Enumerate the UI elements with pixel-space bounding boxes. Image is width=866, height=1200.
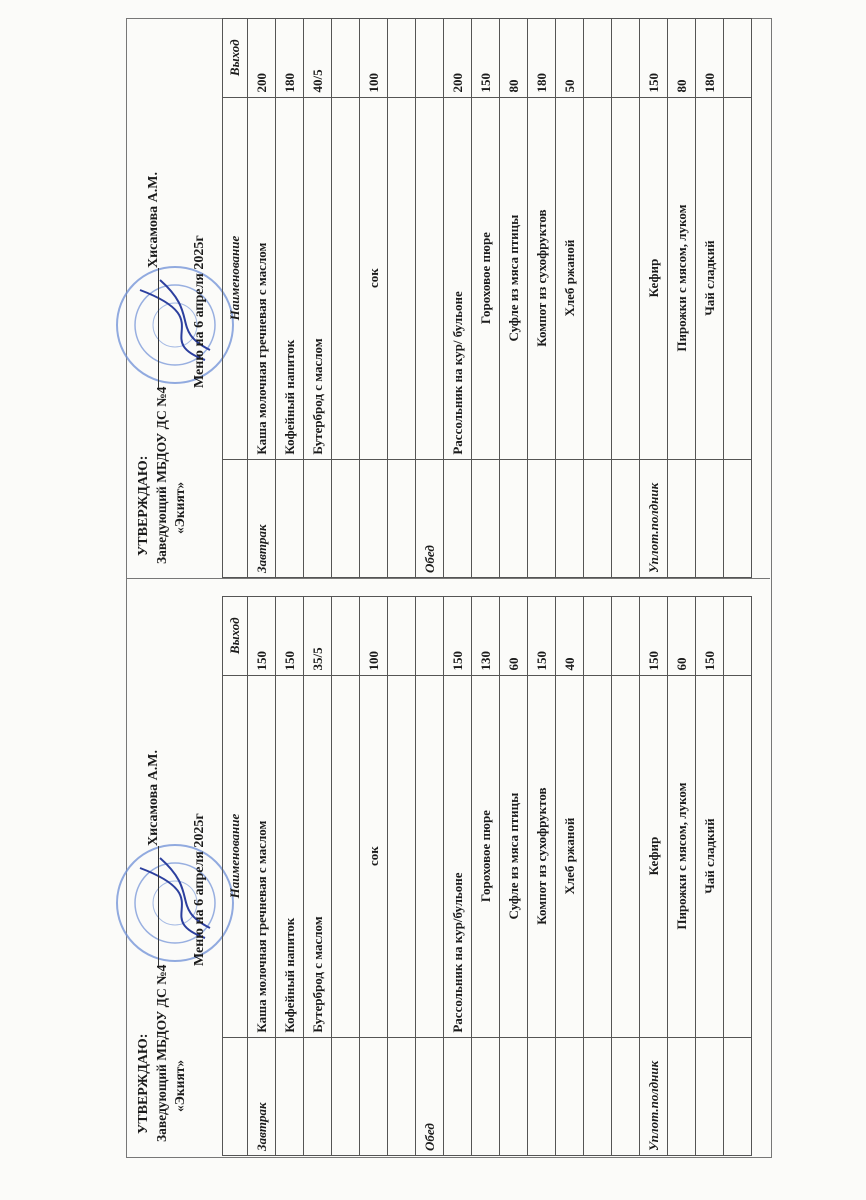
table-row (724, 19, 752, 578)
meal-cell (360, 459, 388, 577)
table-row (332, 19, 360, 578)
menu-title: Меню на 6 апреля 2025г (192, 235, 207, 388)
dish-cell: Гороховое пюре (472, 97, 500, 459)
dish-cell: Компот из сухофруктов (528, 675, 556, 1037)
meal-cell (556, 1037, 584, 1155)
meal-cell (668, 1037, 696, 1155)
output-cell (584, 19, 612, 98)
table-row (668, 19, 696, 578)
output-cell: 200 (248, 19, 276, 98)
meal-cell (612, 459, 640, 577)
dish-cell: Рассольник на кур/бульоне (444, 675, 472, 1037)
output-cell: 150 (640, 19, 668, 98)
meal-cell (724, 459, 752, 577)
table-row (696, 597, 724, 1156)
output-cell: 180 (276, 19, 304, 98)
approve-title: УТВЕРЖДАЮ: (136, 1033, 151, 1134)
signature-name: Хисамова А.М. (146, 172, 161, 268)
table-row (248, 19, 276, 578)
meal-cell (500, 1037, 528, 1155)
meal-cell (360, 1037, 388, 1155)
dish-cell: Суфле из мяса птицы (500, 675, 528, 1037)
meal-cell: Обед (416, 1037, 444, 1155)
dish-cell: Рассольник на кур/ бульоне (444, 97, 472, 459)
header-meal (223, 1037, 248, 1155)
meal-cell (304, 1037, 332, 1155)
output-cell: 80 (668, 19, 696, 98)
meal-cell (304, 459, 332, 577)
output-cell: 35/5 (304, 597, 332, 676)
table-row (332, 597, 360, 1156)
meal-cell (696, 1037, 724, 1155)
table-row (584, 597, 612, 1156)
stamp-seal-icon (110, 260, 240, 390)
meal-cell (332, 459, 360, 577)
meal-cell (444, 1037, 472, 1155)
output-cell: 60 (668, 597, 696, 676)
table-row (528, 19, 556, 578)
header-dish: Наименование (223, 675, 248, 1037)
page-divider (126, 578, 770, 579)
dish-cell: Кофейный напиток (276, 675, 304, 1037)
meal-cell: Уплот.полдник (640, 459, 668, 577)
output-cell (724, 597, 752, 676)
dish-cell (388, 97, 416, 459)
dish-cell (416, 675, 444, 1037)
table-row (640, 19, 668, 578)
table-row (388, 597, 416, 1156)
approve-position: Заведующий МБДОУ ДС №4 (154, 964, 169, 1142)
table-row (500, 597, 528, 1156)
table-row (612, 597, 640, 1156)
meal-cell (668, 459, 696, 577)
output-cell (388, 19, 416, 98)
output-cell: 150 (276, 597, 304, 676)
meal-cell (500, 459, 528, 577)
menu-page-younger (126, 596, 770, 1156)
meal-cell (584, 459, 612, 577)
dish-cell: Чай сладкий (696, 675, 724, 1037)
output-cell: 130 (472, 597, 500, 676)
output-cell (416, 597, 444, 676)
table-row (696, 19, 724, 578)
header-output: Выход (223, 597, 248, 676)
dish-cell (584, 675, 612, 1037)
table-row (472, 19, 500, 578)
table-row (556, 19, 584, 578)
approve-org: «Экият» (172, 1059, 187, 1112)
output-cell (332, 597, 360, 676)
dish-cell (724, 675, 752, 1037)
meal-cell: Завтрак (248, 459, 276, 577)
table-row (304, 597, 332, 1156)
output-cell: 150 (696, 597, 724, 676)
approve-position: Заведующий МБДОУ ДС №4 (154, 386, 169, 564)
meal-cell (472, 459, 500, 577)
output-cell (332, 19, 360, 98)
dish-cell: Суфле из мяса птицы (500, 97, 528, 459)
meal-cell: Уплот.полдник (640, 1037, 668, 1155)
dish-cell (416, 97, 444, 459)
meal-cell (584, 1037, 612, 1155)
table-row (444, 19, 472, 578)
approve-title: УТВЕРЖДАЮ: (136, 455, 151, 556)
table-row (500, 19, 528, 578)
output-cell: 100 (360, 597, 388, 676)
menu-table (222, 18, 752, 578)
meal-cell (528, 459, 556, 577)
menu-table (222, 596, 752, 1156)
output-cell: 50 (556, 19, 584, 98)
dish-cell (332, 675, 360, 1037)
output-cell: 40/5 (304, 19, 332, 98)
output-cell: 150 (248, 597, 276, 676)
table-row (640, 597, 668, 1156)
dish-cell: Гороховое пюре (472, 675, 500, 1037)
dish-cell: Хлеб ржаной (556, 97, 584, 459)
dish-cell: сок (360, 675, 388, 1037)
approve-org: «Экият» (172, 481, 187, 534)
output-cell: 60 (500, 597, 528, 676)
output-cell: 80 (500, 19, 528, 98)
table-row (276, 597, 304, 1156)
signature-line (158, 268, 159, 388)
table-row (416, 19, 444, 578)
output-cell: 150 (472, 19, 500, 98)
signature-name: Хисамова А.М. (146, 750, 161, 846)
dish-cell: Хлеб ржаной (556, 675, 584, 1037)
dish-cell: Пирожки с мясом, луком (668, 675, 696, 1037)
output-cell: 180 (528, 19, 556, 98)
output-cell: 40 (556, 597, 584, 676)
meal-cell (276, 459, 304, 577)
table-row (528, 597, 556, 1156)
output-cell (388, 597, 416, 676)
output-cell: 150 (640, 597, 668, 676)
meal-cell (556, 459, 584, 577)
table-row (248, 597, 276, 1156)
table-row (472, 597, 500, 1156)
dish-cell: Компот из сухофруктов (528, 97, 556, 459)
table-row (444, 597, 472, 1156)
dish-cell (584, 97, 612, 459)
dish-cell (388, 675, 416, 1037)
meal-cell (528, 1037, 556, 1155)
dish-cell: Каша молочная гречневая с маслом (248, 675, 276, 1037)
output-cell (612, 19, 640, 98)
table-row (556, 597, 584, 1156)
table-row (360, 597, 388, 1156)
dish-cell (332, 97, 360, 459)
table-row (416, 597, 444, 1156)
header-meal (223, 459, 248, 577)
dish-cell: Чай сладкий (696, 97, 724, 459)
header-dish: Наименование (223, 97, 248, 459)
meal-cell: Обед (416, 459, 444, 577)
table-row (304, 19, 332, 578)
meal-cell (472, 1037, 500, 1155)
dish-cell (612, 97, 640, 459)
output-cell: 200 (444, 19, 472, 98)
meal-cell (388, 1037, 416, 1155)
signature-line (158, 846, 159, 966)
meal-cell (332, 1037, 360, 1155)
table-header-row (223, 19, 248, 578)
stamp-seal-icon (110, 838, 240, 968)
output-cell: 100 (360, 19, 388, 98)
meal-cell: Завтрак (248, 1037, 276, 1155)
meal-cell (444, 459, 472, 577)
table-row (612, 19, 640, 578)
dish-cell: Кефир (640, 97, 668, 459)
dish-cell (724, 97, 752, 459)
output-cell: 150 (528, 597, 556, 676)
output-cell (724, 19, 752, 98)
dish-cell: Кофейный напиток (276, 97, 304, 459)
output-cell: 180 (696, 19, 724, 98)
dish-cell: Кефир (640, 675, 668, 1037)
dish-cell: Бутерброд с маслом (304, 97, 332, 459)
dish-cell: сок (360, 97, 388, 459)
menu-title: Меню на 6 апреля 2025г (192, 813, 207, 966)
header-output: Выход (223, 19, 248, 98)
table-row (276, 19, 304, 578)
meal-cell (276, 1037, 304, 1155)
table-row (360, 19, 388, 578)
meal-cell (724, 1037, 752, 1155)
meal-cell (388, 459, 416, 577)
dish-cell (612, 675, 640, 1037)
dish-cell: Бутерброд с маслом (304, 675, 332, 1037)
menu-table-body (248, 19, 752, 578)
output-cell (416, 19, 444, 98)
dish-cell: Каша молочная гречневая с маслом (248, 97, 276, 459)
menu-page-older (126, 18, 770, 578)
table-header-row (223, 597, 248, 1156)
table-row (668, 597, 696, 1156)
menu-table-body (248, 597, 752, 1156)
output-cell: 150 (444, 597, 472, 676)
table-row (584, 19, 612, 578)
meal-cell (696, 459, 724, 577)
output-cell (612, 597, 640, 676)
output-cell (584, 597, 612, 676)
table-row (388, 19, 416, 578)
table-row (724, 597, 752, 1156)
meal-cell (612, 1037, 640, 1155)
dish-cell: Пирожки с мясом, луком (668, 97, 696, 459)
